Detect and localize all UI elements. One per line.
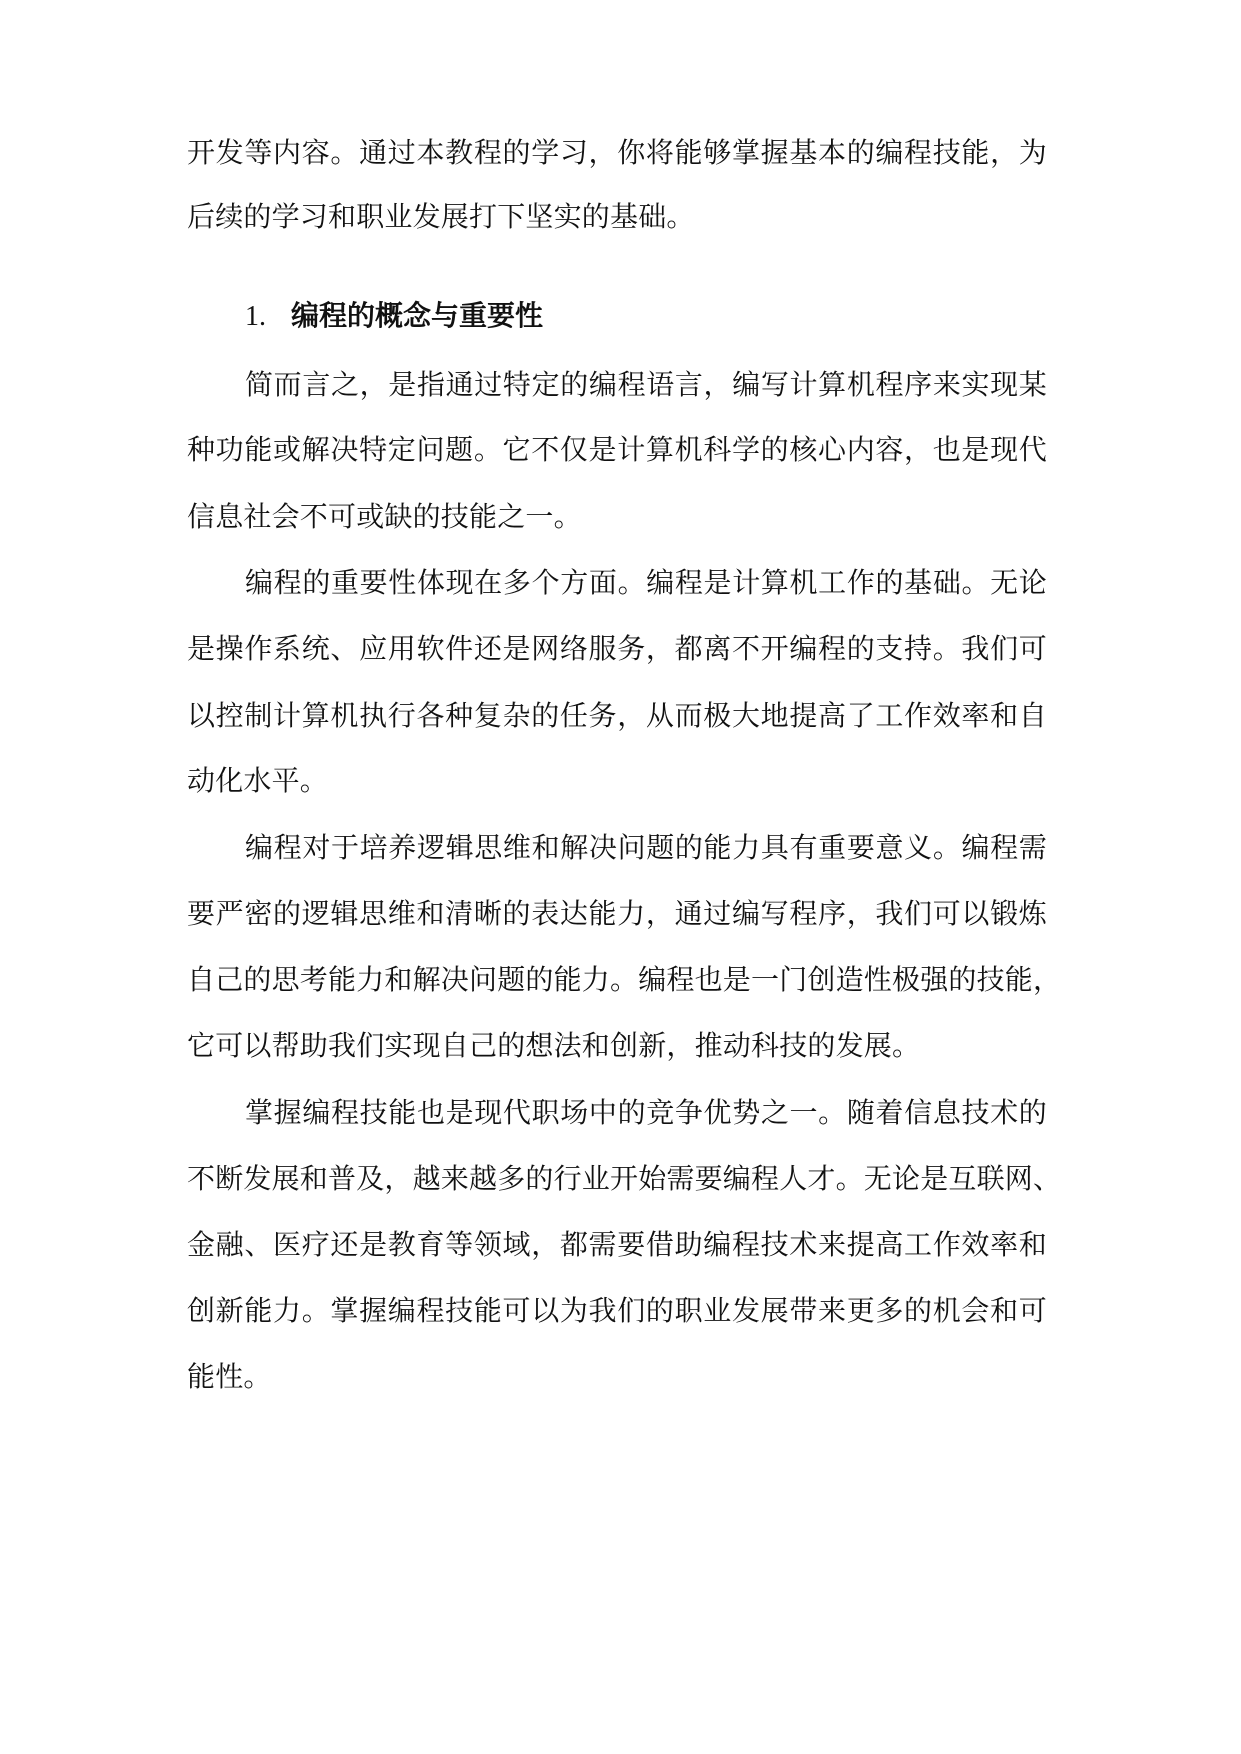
intro-line-2: 后续的学习和职业发展打下坚实的基础。 bbox=[187, 200, 695, 233]
paragraph-2-line-4: 动化水平。 bbox=[187, 764, 329, 797]
section-number: 1. bbox=[245, 301, 266, 332]
paragraph-4-line-2: 不断发展和普及，越来越多的行业开始需要编程人才。无论是互联网、 bbox=[187, 1162, 1062, 1195]
paragraph-3-line-3: 自己的思考能力和解决问题的能力。编程也是一门创造性极强的技能， bbox=[187, 963, 1062, 996]
paragraph-4-line-5: 能性。 bbox=[187, 1360, 272, 1393]
paragraph-4-line-1: 掌握编程技能也是现代职场中的竞争优势之一。随着信息技术的 bbox=[245, 1096, 1047, 1129]
paragraph-1-line-2: 种功能或解决特定问题。它不仅是计算机科学的核心内容，也是现代 bbox=[187, 433, 1047, 466]
paragraph-1-line-3: 信息社会不可或缺的技能之一。 bbox=[187, 500, 582, 533]
paragraph-4-line-4: 创新能力。掌握编程技能可以为我们的职业发展带来更多的机会和可 bbox=[187, 1294, 1047, 1327]
paragraph-3-line-1: 编程对于培养逻辑思维和解决问题的能力具有重要意义。编程需 bbox=[245, 831, 1047, 864]
intro-line-1: 开发等内容。通过本教程的学习，你将能够掌握基本的编程技能，为 bbox=[187, 136, 1047, 169]
paragraph-4-line-3: 金融、医疗还是教育等领域，都需要借助编程技术来提高工作效率和 bbox=[187, 1228, 1047, 1261]
paragraph-3-line-2: 要严密的逻辑思维和清晰的表达能力，通过编写程序，我们可以锻炼 bbox=[187, 897, 1047, 930]
section-heading bbox=[245, 296, 543, 336]
paragraph-2-line-1: 编程的重要性体现在多个方面。编程是计算机工作的基础。无论 bbox=[245, 566, 1047, 599]
paragraph-3-line-4: 它可以帮助我们实现自己的想法和创新，推动科技的发展。 bbox=[187, 1029, 921, 1062]
paragraph-2-line-2: 是操作系统、应用软件还是网络服务，都离不开编程的支持。我们可 bbox=[187, 632, 1047, 665]
paragraph-1-line-1: 简而言之，是指通过特定的编程语言，编写计算机程序来实现某 bbox=[245, 368, 1047, 401]
paragraph-2-line-3: 以控制计算机执行各种复杂的任务，从而极大地提高了工作效率和自 bbox=[187, 699, 1047, 732]
section-title: 编程的概念与重要性 bbox=[291, 299, 544, 332]
